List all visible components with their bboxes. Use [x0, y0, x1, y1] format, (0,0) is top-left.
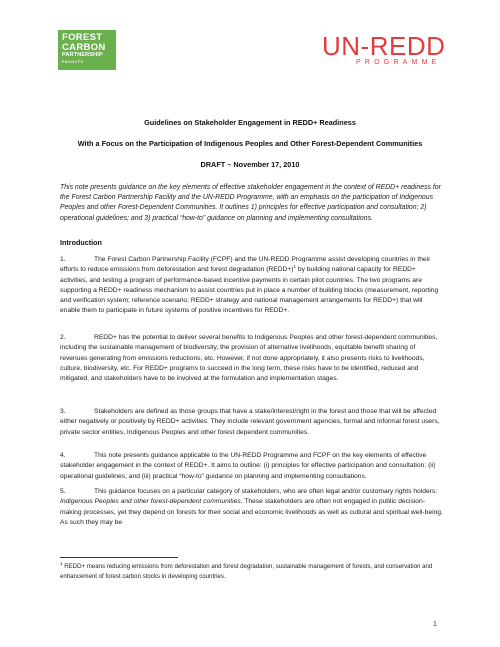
unredd-logo-subtitle: PROGRAMME: [356, 59, 441, 66]
footnote-reference[interactable]: 1: [293, 264, 297, 270]
paragraph-text-italic: Indigenous Peoples and other forest-dependent communities: [60, 498, 241, 506]
paragraph-number: 1.: [60, 256, 66, 263]
fcpf-logo: [58, 30, 116, 70]
fcpf-logo-line-3: PARTNERSHIP: [62, 52, 103, 58]
paragraph-number: 4.: [60, 452, 66, 459]
section-heading-introduction: Introduction: [60, 238, 102, 247]
paragraph-text: The Forest Carbon Partnership Facility (FCPF) and the UN-REDD Programme assist developing countries in their efforts to reduce emissions from deforestation and forest degradation (REDD+): [60, 256, 431, 274]
paragraph-text: This note presents guidance applicable to the UN-REDD Programme and FCPF on the key elements of effective stakeholder engagement in the context of REDD+. It aims to outline: (i) principles for effective participation and consultation; (ii) operational guidelines; and (iii) practical “how-to” guidance on planning and implementing consultations.: [60, 452, 436, 480]
paragraph-text: Stakeholders are defined as those groups that have a stake/interest/right in the forest and those that will be affected either negatively or positively by REDD+ activities. They include relevant government agencies, formal and informal forest users, private sector entities, Indigenous Peoples and other forest dependent communities.: [60, 408, 440, 436]
paragraph-5: [60, 487, 444, 528]
unredd-logo-title: UN-REDD: [322, 31, 446, 61]
paragraph-text: This guidance focuses on a particular category of stakeholders, who are often legal and/or customary rights holders:: [94, 488, 438, 495]
paragraph-text-continued: by building national capacity for REDD+ activities, and testing a program of performance-based incentive payments in certain pilot countries. The two programs are supporting a REDD+ readiness mechanism to assist countries put in place a number of building blocks (measurement, reporting and verification system; reference scenario; REDD+ strategy and national management arrangements for REDD+) that will enable them to participate in future systems of positive incentives for REDD+.: [60, 266, 439, 315]
draft-date: DRAFT – November 17, 2010: [200, 160, 300, 169]
paragraph-number: 2.: [60, 334, 66, 341]
paragraph-1: [60, 255, 444, 317]
unredd-logo: [322, 33, 462, 71]
document-title: Guidelines on Stakeholder Engagement in REDD+ Readiness: [144, 118, 356, 127]
footnote-text: REDD+ means reducing emissions from deforestation and forest degradation, sustainable management of forests, and conservation and enhancement of forest carbon stocks in developing countries.: [60, 563, 433, 580]
paragraph-text: REDD+ has the potential to deliver several benefits to Indigenous Peoples and other forest-dependent communities, including the sustainable management of biodiversity, the provision of alternative livelihoods, equitable benefit sharing of revenues generating from emissions reductions, etc. However, if not done appropriately, it also presents risks to livelihoods, culture, biodiversity, etc. For REDD+ programs to succeed in the long term, these risks have to be identified, reduced and mitigated, and stakeholders have to be involved at the formulation and implementation stages.: [60, 334, 438, 383]
paragraph-3: [60, 407, 444, 438]
paragraph-number: 5.: [60, 488, 66, 495]
paragraph-2: [60, 333, 444, 384]
fcpf-logo-line-1: FOREST: [62, 32, 103, 43]
footnote-marker: 1: [60, 560, 63, 566]
fcpf-logo-line-4: FACILITY: [62, 59, 84, 64]
abstract: This note presents guidance on the key elements of effective stakeholder engagement in the context of REDD+ readiness for the Forest Carbon Partnership Facility and the UN-REDD Programme, with an emphasis on the participation of Indigenous Peoples and other Forest-Dependent Communities. It outlines 1) principles for effective participation and consultation; 2) operational guidelines; and 3) practical “how-to” guidance on planning and implementing consultations.: [60, 184, 441, 222]
footnote-1: [60, 562, 444, 581]
paragraph-number: 3.: [60, 408, 66, 415]
paragraph-text-continued: . These stakeholders are often not engaged in public decision-making processes, yet they depend on forests for their social and economic livelihoods as well as cultural and spiritual well-being. As such they may be: [60, 498, 443, 526]
paragraph-4: [60, 451, 444, 482]
footnote-divider: [60, 557, 178, 558]
document-subtitle: With a Focus on the Participation of Indigenous Peoples and Other Forest-Dependent Communities: [77, 139, 423, 148]
fcpf-logo-line-2: CARBON: [62, 41, 106, 53]
page-number: 1: [433, 621, 437, 628]
